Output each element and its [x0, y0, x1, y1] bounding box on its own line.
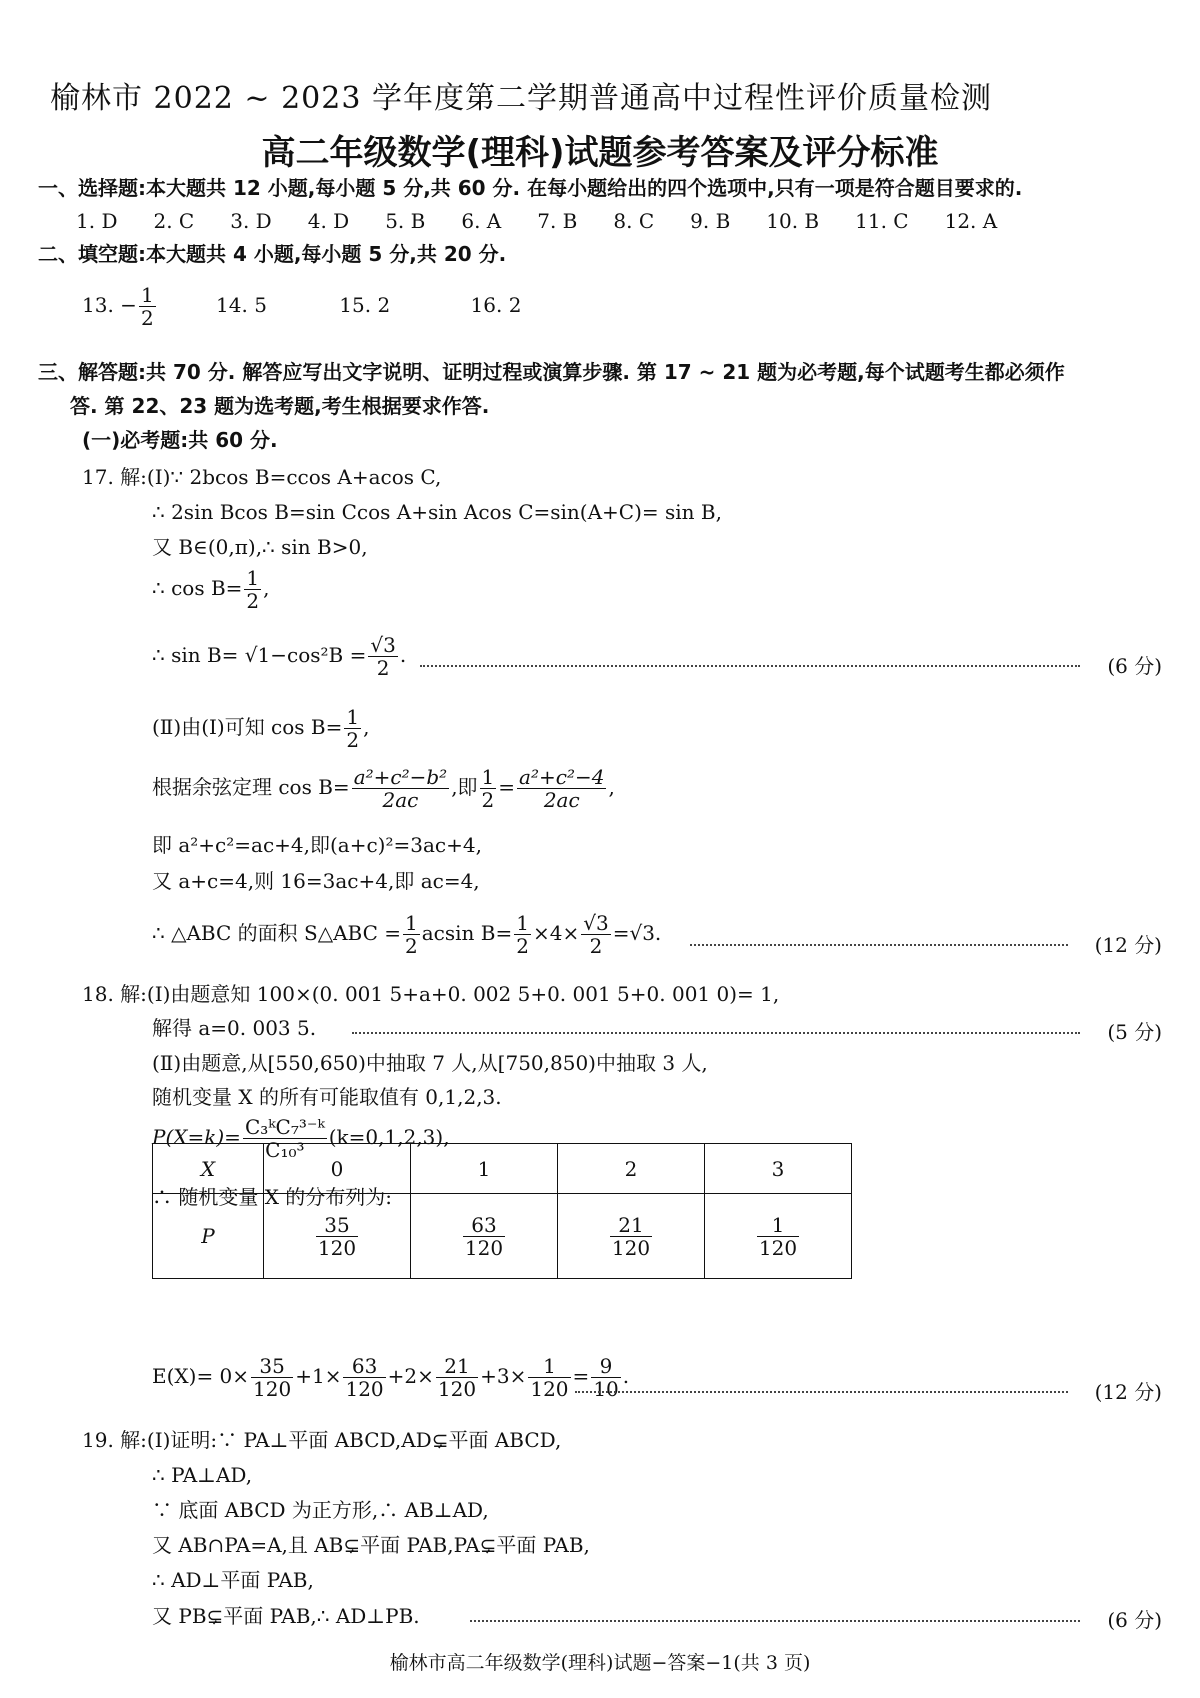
dotted-leader — [470, 1620, 1080, 1622]
q19-score-1: (6 分) — [1107, 1608, 1162, 1632]
q17-line1: 17. 解:(Ⅰ)∵ 2bcos B=ccos A+acos C, — [82, 465, 442, 489]
document-title: 榆林市 2022 ~ 2023 学年度第二学期普通高中过程性评价质量检测 — [50, 81, 992, 116]
q18-score-2: (12 分) — [1094, 1380, 1162, 1404]
answer-7: 7. B — [537, 209, 578, 233]
dotted-leader — [420, 665, 1080, 667]
dotted-leader — [352, 1032, 1080, 1034]
q17-line4: ∴ cos B= $\frac{1}{2}$ , — [152, 566, 270, 613]
answer-4: 4. D — [307, 209, 350, 233]
fill-answers — [82, 284, 521, 329]
part1-heading: (一)必考题:共 60 分. — [82, 428, 278, 452]
q17-score-2: (12 分) — [1094, 933, 1162, 957]
section3-heading-line2: 答. 第 22、23 题为选考题,考生根据要求作答. — [70, 394, 490, 418]
answer-13-label: 13. — [82, 293, 114, 317]
q18-line1: 18. 解:(Ⅰ)由题意知 100×(0. 001 5+a+0. 002 5+0. 001 5+0. 001 0)= 1, — [82, 982, 780, 1006]
section2-heading: 二、填空题:本大题共 4 小题,每小题 5 分,共 20 分. — [38, 242, 507, 266]
table-cell: $\frac{63}{120}$ — [411, 1194, 558, 1279]
q17-line9: 又 a+c=4,则 16=3ac+4,即 ac=4, — [152, 869, 480, 893]
section3-heading-line1: 三、解答题:共 70 分. 解答应写出文字说明、证明过程或演算步骤. 第 17 ~ 21 题为必考题,每个试题考生都必须作 — [38, 360, 1065, 384]
answer-3: 3. D — [230, 209, 272, 233]
answer-15: 15. 2 — [339, 293, 391, 317]
table-cell: $\frac{21}{120}$ — [558, 1194, 705, 1279]
answer-8: 8. C — [613, 209, 655, 233]
q18-line3: (Ⅱ)由题意,从[550,650)中抽取 7 人,从[750,850)中抽取 3 人, — [152, 1051, 708, 1075]
table-cell-x-label: X — [153, 1144, 264, 1194]
q19-line4: 又 AB∩PA=A,且 AB⊊平面 PAB,PA⊊平面 PAB, — [152, 1533, 590, 1557]
q17-line8: 即 a²+c²=ac+4,即(a+c)²=3ac+4, — [152, 833, 482, 857]
q17-line6: (Ⅱ)由(Ⅰ)可知 cos B= $\frac{1}{2}$ , — [152, 705, 370, 752]
table-row — [153, 1194, 852, 1279]
answer-9: 9. B — [690, 209, 731, 233]
table-row — [153, 1144, 852, 1194]
document-subtitle: 高二年级数学(理科)试题参考答案及评分标准 — [261, 133, 939, 173]
answer-1: 1. D — [76, 209, 118, 233]
answer-5: 5. B — [385, 209, 426, 233]
table-cell: $\frac{1}{120}$ — [705, 1194, 852, 1279]
q17-line3: 又 B∈(0,π),∴ sin B>0, — [152, 535, 368, 559]
q17-score-1: (6 分) — [1107, 654, 1162, 678]
answer-11: 11. C — [855, 209, 909, 233]
answer-12: 12. A — [944, 209, 998, 233]
q18-line4: 随机变量 X 的所有可能取值有 0,1,2,3. — [152, 1085, 502, 1109]
dotted-leader — [575, 1391, 1068, 1393]
q19-line5: ∴ AD⊥平面 PAB, — [152, 1568, 314, 1592]
dotted-leader — [690, 944, 1068, 946]
page-footer: 榆林市高二年级数学(理科)试题−答案−1(共 3 页) — [389, 1652, 811, 1674]
q18-score-1: (5 分) — [1107, 1020, 1162, 1044]
q19-line3: ∵ 底面 ABCD 为正方形,∴ AB⊥AD, — [152, 1498, 489, 1522]
q18-line5: P(X=k)= $\frac{\text{C₃ᵏC₇³⁻ᵏ}}{\text{C₁₀³}}$ (k=0,1,2,3), — [152, 1115, 450, 1162]
distribution-table — [152, 1143, 852, 1279]
section1-heading: 一、选择题:本大题共 12 小题,每小题 5 分,共 60 分. 在每小题给出的四个选项中,只有一项是符合题目要求的. — [38, 176, 1023, 200]
answer-13-fraction: $\frac{1}{2}$ — [140, 283, 154, 330]
table-cell: $\frac{35}{120}$ — [264, 1194, 411, 1279]
answer-6: 6. A — [461, 209, 502, 233]
table-cell: 1 — [411, 1144, 558, 1194]
q18-line7: E(X)= 0× $\frac{35}{120}$ +1× $\frac{63}{120}$ +2× $\frac{21}{120}$ +3× $\frac{1}{120}$ = $\frac{9}{10}$ . — [152, 1354, 630, 1401]
table-cell: 2 — [558, 1144, 705, 1194]
answer-13-sign: − — [120, 293, 137, 317]
answer-2: 2. C — [153, 209, 195, 233]
q17-line7: 根据余弦定理 cos B= $\frac{\text{a²+c²−b²}}{2ac}$ ,即 $\frac{1}{2}$ = $\frac{\text{a²+c²−4}}{2ac}$ , — [152, 765, 615, 812]
q18-line6: ∴ 随机变量 X 的分布列为: — [152, 1185, 393, 1209]
q18-line2: 解得 a=0. 003 5. — [152, 1016, 317, 1040]
q17-line5: ∴ sin B= √1−cos²B = $\frac{√3}{2}$ . — [152, 633, 407, 680]
q19-line1: 19. 解:(Ⅰ)证明:∵ PA⊥平面 ABCD,AD⊊平面 ABCD, — [82, 1428, 562, 1452]
table-cell-p-label: P — [153, 1194, 264, 1279]
table-cell: 0 — [264, 1144, 411, 1194]
q19-line6: 又 PB⊊平面 PAB,∴ AD⊥PB. — [152, 1604, 420, 1628]
answer-14: 14. 5 — [216, 293, 267, 317]
q17-line10: ∴ △ABC 的面积 S△ABC = $\frac{1}{2}$ acsin B= $\frac{1}{2}$ ×4× $\frac{√3}{2}$ =√3. — [152, 911, 662, 958]
answer-16: 16. 2 — [470, 293, 522, 317]
table-cell: 3 — [705, 1144, 852, 1194]
section1-answers — [76, 209, 1033, 234]
q19-line2: ∴ PA⊥AD, — [152, 1463, 253, 1487]
answer-10: 10. B — [766, 209, 820, 233]
q17-line2: ∴ 2sin Bcos B=sin Ccos A+sin Acos C=sin(A+C)= sin B, — [152, 500, 722, 524]
